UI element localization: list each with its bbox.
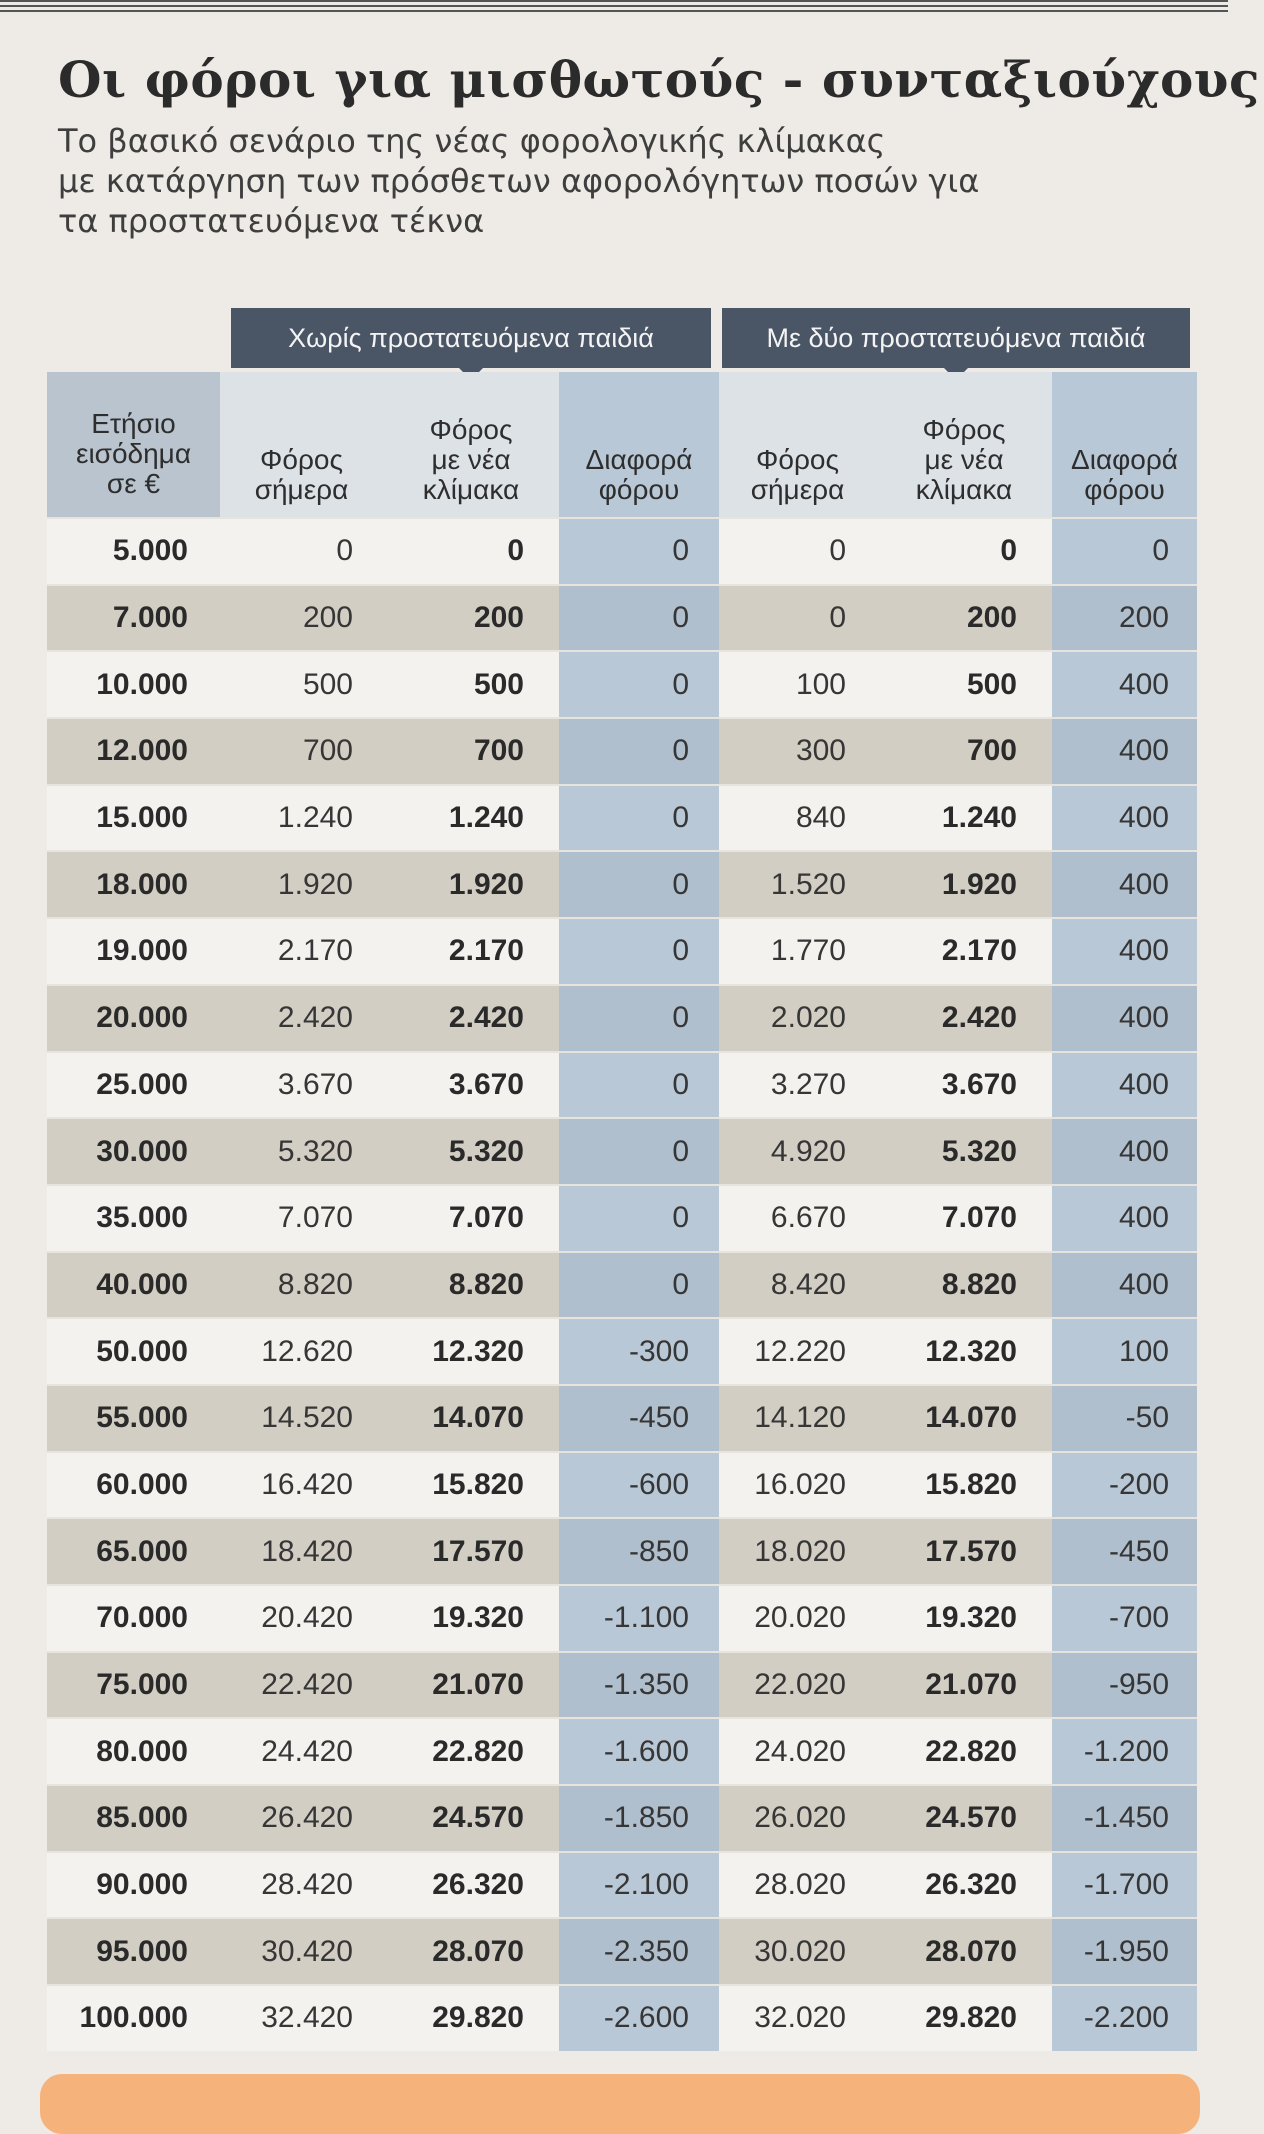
tax-new-cell: 26.320 <box>383 1851 559 1918</box>
table-row <box>47 1451 1197 1518</box>
income-cell: 19.000 <box>47 917 220 984</box>
income-cell: 35.000 <box>47 1184 220 1251</box>
tax-today-2-cell: 22.020 <box>719 1651 876 1718</box>
tax-today-2-cell: 30.020 <box>719 1917 876 1984</box>
tax-today-cell: 20.420 <box>220 1584 383 1651</box>
tax-today-cell: 7.070 <box>220 1184 383 1251</box>
income-cell: 12.000 <box>47 717 220 784</box>
tax-today-2-cell: 840 <box>719 784 876 851</box>
tax-diff-2-cell: -1.200 <box>1052 1717 1197 1784</box>
tax-new-2-cell: 500 <box>876 650 1052 717</box>
tax-diff-cell: -600 <box>559 1451 719 1518</box>
tax-new-2-cell: 7.070 <box>876 1184 1052 1251</box>
tax-new-cell: 200 <box>383 584 559 651</box>
tax-diff-cell: -850 <box>559 1517 719 1584</box>
tax-new-2-cell: 700 <box>876 717 1052 784</box>
tax-today-cell: 1.920 <box>220 850 383 917</box>
income-cell: 75.000 <box>47 1651 220 1718</box>
table-row <box>47 1584 1197 1651</box>
tax-new-2-cell: 24.570 <box>876 1784 1052 1851</box>
tax-new-cell: 19.320 <box>383 1584 559 1651</box>
tax-diff-cell: 0 <box>559 517 719 584</box>
table-row <box>47 917 1197 984</box>
col-header-tax-today: Φόρος σήμερα <box>220 372 383 517</box>
tax-today-2-cell: 14.120 <box>719 1384 876 1451</box>
tax-new-cell: 29.820 <box>383 1984 559 2051</box>
tax-today-2-cell: 6.670 <box>719 1184 876 1251</box>
tax-diff-2-cell: -1.700 <box>1052 1851 1197 1918</box>
tax-new-cell: 0 <box>383 517 559 584</box>
tax-diff-cell: 0 <box>559 1051 719 1118</box>
tax-new-2-cell: 21.070 <box>876 1651 1052 1718</box>
tax-diff-cell: -450 <box>559 1384 719 1451</box>
table-row <box>47 650 1197 717</box>
tax-diff-cell: 0 <box>559 1184 719 1251</box>
table-row <box>47 1384 1197 1451</box>
income-cell: 60.000 <box>47 1451 220 1518</box>
income-cell: 20.000 <box>47 984 220 1051</box>
tax-new-2-cell: 14.070 <box>876 1384 1052 1451</box>
tax-diff-cell: -2.350 <box>559 1917 719 1984</box>
table-row <box>47 1184 1197 1251</box>
tax-today-cell: 2.420 <box>220 984 383 1051</box>
tax-diff-2-cell: 200 <box>1052 584 1197 651</box>
tax-new-cell: 5.320 <box>383 1117 559 1184</box>
table-row <box>47 584 1197 651</box>
tax-new-cell: 700 <box>383 717 559 784</box>
income-cell: 80.000 <box>47 1717 220 1784</box>
tax-new-2-cell: 22.820 <box>876 1717 1052 1784</box>
tax-diff-2-cell: 400 <box>1052 717 1197 784</box>
tax-today-cell: 5.320 <box>220 1117 383 1184</box>
income-cell: 15.000 <box>47 784 220 851</box>
tax-today-2-cell: 24.020 <box>719 1717 876 1784</box>
tax-today-2-cell: 0 <box>719 584 876 651</box>
tax-diff-2-cell: 400 <box>1052 917 1197 984</box>
tax-diff-cell: 0 <box>559 584 719 651</box>
tax-today-cell: 200 <box>220 584 383 651</box>
tax-today-cell: 12.620 <box>220 1317 383 1384</box>
tax-diff-cell: 0 <box>559 650 719 717</box>
tax-new-2-cell: 0 <box>876 517 1052 584</box>
page-subtitle: Το βασικό σενάριο της νέας φορολογικής κλίμακας με κατάργηση των πρόσθετων αφορολόγητων ποσών για τα προστατευόμενα τέκνα <box>58 122 980 240</box>
table-row <box>47 1717 1197 1784</box>
income-cell: 7.000 <box>47 584 220 651</box>
tax-diff-cell: -300 <box>559 1317 719 1384</box>
table-row <box>47 850 1197 917</box>
table-row <box>47 1784 1197 1851</box>
tax-new-2-cell: 2.170 <box>876 917 1052 984</box>
tax-new-cell: 17.570 <box>383 1517 559 1584</box>
tax-today-2-cell: 2.020 <box>719 984 876 1051</box>
tax-today-2-cell: 32.020 <box>719 1984 876 2051</box>
tax-today-2-cell: 20.020 <box>719 1584 876 1651</box>
tax-new-2-cell: 2.420 <box>876 984 1052 1051</box>
tax-diff-2-cell: -1.950 <box>1052 1917 1197 1984</box>
table-row <box>47 1051 1197 1118</box>
tax-new-2-cell: 29.820 <box>876 1984 1052 2051</box>
tax-table <box>47 372 1197 2051</box>
income-cell: 85.000 <box>47 1784 220 1851</box>
tax-today-cell: 18.420 <box>220 1517 383 1584</box>
table-row <box>47 517 1197 584</box>
tax-new-2-cell: 12.320 <box>876 1317 1052 1384</box>
tax-diff-2-cell: -2.200 <box>1052 1984 1197 2051</box>
tax-diff-cell: -2.100 <box>559 1851 719 1918</box>
table-row <box>47 984 1197 1051</box>
tax-new-2-cell: 28.070 <box>876 1917 1052 1984</box>
income-cell: 70.000 <box>47 1584 220 1651</box>
col-header-tax-diff-2: Διαφορά φόρου <box>1052 372 1197 517</box>
tax-today-2-cell: 12.220 <box>719 1317 876 1384</box>
income-cell: 55.000 <box>47 1384 220 1451</box>
tax-today-2-cell: 16.020 <box>719 1451 876 1518</box>
tax-today-cell: 500 <box>220 650 383 717</box>
tax-new-2-cell: 1.920 <box>876 850 1052 917</box>
table-row <box>47 1251 1197 1318</box>
tax-new-cell: 1.920 <box>383 850 559 917</box>
table-row <box>47 1651 1197 1718</box>
tax-new-cell: 7.070 <box>383 1184 559 1251</box>
tax-new-cell: 3.670 <box>383 1051 559 1118</box>
tax-today-2-cell: 100 <box>719 650 876 717</box>
tax-diff-cell: 0 <box>559 1251 719 1318</box>
tax-diff-cell: 0 <box>559 784 719 851</box>
tax-new-cell: 12.320 <box>383 1317 559 1384</box>
income-cell: 5.000 <box>47 517 220 584</box>
tax-today-cell: 2.170 <box>220 917 383 984</box>
tax-new-cell: 500 <box>383 650 559 717</box>
tax-today-2-cell: 26.020 <box>719 1784 876 1851</box>
table-row <box>47 784 1197 851</box>
tax-new-2-cell: 200 <box>876 584 1052 651</box>
tax-diff-2-cell: -450 <box>1052 1517 1197 1584</box>
tax-today-2-cell: 4.920 <box>719 1117 876 1184</box>
tax-today-2-cell: 300 <box>719 717 876 784</box>
tax-new-cell: 14.070 <box>383 1384 559 1451</box>
tax-new-cell: 2.170 <box>383 917 559 984</box>
col-header-tax-new: Φόρος με νέα κλίμακα <box>383 372 559 517</box>
tax-today-cell: 24.420 <box>220 1717 383 1784</box>
income-cell: 18.000 <box>47 850 220 917</box>
tax-new-2-cell: 17.570 <box>876 1517 1052 1584</box>
tax-diff-cell: -1.850 <box>559 1784 719 1851</box>
tax-new-2-cell: 8.820 <box>876 1251 1052 1318</box>
col-header-income: Ετήσιο εισόδημα σε € <box>47 372 220 517</box>
tax-diff-2-cell: -50 <box>1052 1384 1197 1451</box>
tax-new-2-cell: 5.320 <box>876 1117 1052 1184</box>
tax-diff-cell: -1.350 <box>559 1651 719 1718</box>
tax-diff-2-cell: 400 <box>1052 650 1197 717</box>
tax-diff-cell: 0 <box>559 717 719 784</box>
tax-today-cell: 30.420 <box>220 1917 383 1984</box>
tax-diff-cell: -2.600 <box>559 1984 719 2051</box>
tax-today-2-cell: 28.020 <box>719 1851 876 1918</box>
tax-today-cell: 8.820 <box>220 1251 383 1318</box>
tax-new-cell: 24.570 <box>383 1784 559 1851</box>
tax-today-cell: 32.420 <box>220 1984 383 2051</box>
income-cell: 100.000 <box>47 1984 220 2051</box>
table-body <box>47 517 1197 2051</box>
tax-new-2-cell: 19.320 <box>876 1584 1052 1651</box>
table-row <box>47 717 1197 784</box>
income-cell: 40.000 <box>47 1251 220 1318</box>
tax-diff-2-cell: -1.450 <box>1052 1784 1197 1851</box>
tax-today-2-cell: 18.020 <box>719 1517 876 1584</box>
table-header-row <box>47 372 1197 517</box>
col-header-tax-diff: Διαφορά φόρου <box>559 372 719 517</box>
income-cell: 65.000 <box>47 1517 220 1584</box>
page-title: Οι φόροι για μισθωτούς - συνταξιούχους <box>58 50 1260 109</box>
tax-diff-2-cell: 100 <box>1052 1317 1197 1384</box>
group-header-two-children: Με δύο προστατευόμενα παιδιά <box>722 308 1190 368</box>
tax-diff-2-cell: 400 <box>1052 850 1197 917</box>
income-cell: 50.000 <box>47 1317 220 1384</box>
tax-diff-cell: 0 <box>559 984 719 1051</box>
tax-diff-cell: -1.100 <box>559 1584 719 1651</box>
tax-new-cell: 22.820 <box>383 1717 559 1784</box>
tax-diff-2-cell: 400 <box>1052 1117 1197 1184</box>
tax-today-cell: 16.420 <box>220 1451 383 1518</box>
table-row <box>47 1117 1197 1184</box>
next-box-edge <box>40 2074 1200 2134</box>
tax-new-2-cell: 26.320 <box>876 1851 1052 1918</box>
tax-today-cell: 14.520 <box>220 1384 383 1451</box>
income-cell: 90.000 <box>47 1851 220 1918</box>
tax-today-cell: 1.240 <box>220 784 383 851</box>
tax-today-2-cell: 0 <box>719 517 876 584</box>
tax-diff-cell: 0 <box>559 917 719 984</box>
tax-today-2-cell: 8.420 <box>719 1251 876 1318</box>
table-row <box>47 1917 1197 1984</box>
income-cell: 30.000 <box>47 1117 220 1184</box>
tax-today-2-cell: 1.520 <box>719 850 876 917</box>
tax-new-2-cell: 3.670 <box>876 1051 1052 1118</box>
tax-today-cell: 28.420 <box>220 1851 383 1918</box>
tax-new-cell: 2.420 <box>383 984 559 1051</box>
tax-diff-cell: 0 <box>559 1117 719 1184</box>
tax-new-2-cell: 1.240 <box>876 784 1052 851</box>
tax-new-cell: 28.070 <box>383 1917 559 1984</box>
tax-diff-cell: -1.600 <box>559 1717 719 1784</box>
tax-today-cell: 700 <box>220 717 383 784</box>
tax-today-cell: 26.420 <box>220 1784 383 1851</box>
tax-diff-2-cell: 400 <box>1052 984 1197 1051</box>
table-row <box>47 1517 1197 1584</box>
col-header-tax-new-2: Φόρος με νέα κλίμακα <box>876 372 1052 517</box>
top-rules <box>0 0 1228 20</box>
tax-new-cell: 1.240 <box>383 784 559 851</box>
tax-diff-cell: 0 <box>559 850 719 917</box>
tax-diff-2-cell: 0 <box>1052 517 1197 584</box>
table-row <box>47 1851 1197 1918</box>
income-cell: 10.000 <box>47 650 220 717</box>
tax-diff-2-cell: 400 <box>1052 1051 1197 1118</box>
tax-new-cell: 15.820 <box>383 1451 559 1518</box>
table-row <box>47 1317 1197 1384</box>
tax-diff-2-cell: 400 <box>1052 1184 1197 1251</box>
tax-diff-2-cell: 400 <box>1052 784 1197 851</box>
tax-new-cell: 8.820 <box>383 1251 559 1318</box>
tax-today-cell: 0 <box>220 517 383 584</box>
tax-diff-2-cell: -200 <box>1052 1451 1197 1518</box>
col-header-tax-today-2: Φόρος σήμερα <box>719 372 876 517</box>
tax-today-cell: 22.420 <box>220 1651 383 1718</box>
income-cell: 25.000 <box>47 1051 220 1118</box>
tax-diff-2-cell: -950 <box>1052 1651 1197 1718</box>
tax-today-2-cell: 3.270 <box>719 1051 876 1118</box>
tax-new-cell: 21.070 <box>383 1651 559 1718</box>
table-row <box>47 1984 1197 2051</box>
tax-today-cell: 3.670 <box>220 1051 383 1118</box>
tax-diff-2-cell: -700 <box>1052 1584 1197 1651</box>
tax-diff-2-cell: 400 <box>1052 1251 1197 1318</box>
tax-today-2-cell: 1.770 <box>719 917 876 984</box>
tax-new-2-cell: 15.820 <box>876 1451 1052 1518</box>
income-cell: 95.000 <box>47 1917 220 1984</box>
group-header-no-children: Χωρίς προστατευόμενα παιδιά <box>231 308 711 368</box>
